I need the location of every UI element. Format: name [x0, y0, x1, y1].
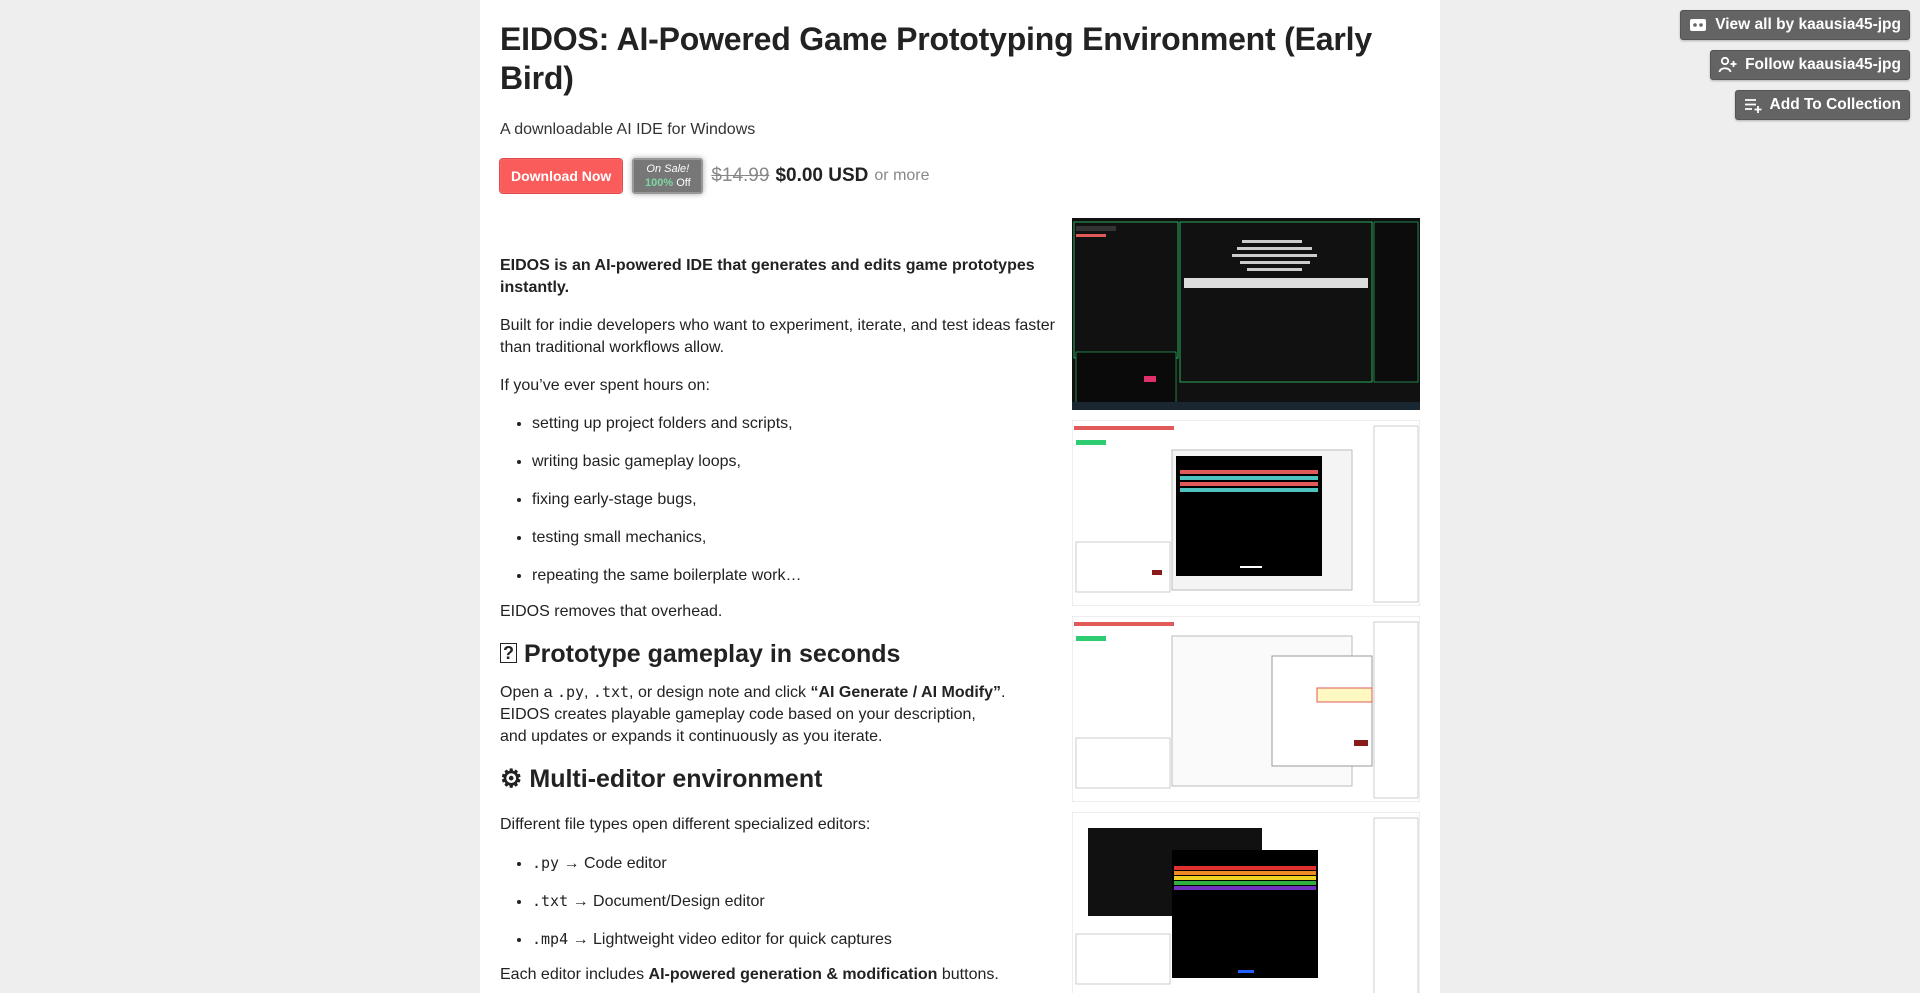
or-more-label: or more: [874, 167, 930, 184]
list-item: [532, 852, 1055, 874]
discount-off: Off: [676, 177, 691, 189]
editor-label: Lightweight video editor for quick captures: [593, 931, 892, 948]
editor-label: Code editor: [584, 855, 667, 872]
sale-price: $0.00 USD: [775, 165, 869, 186]
editor-label: Document/Design editor: [593, 893, 765, 910]
list-item: [532, 890, 1055, 912]
gamepad-icon: [1688, 15, 1708, 35]
list-item: • repeating the same boilerplate work…: [532, 565, 1055, 587]
section-heading-text: Prototype gameplay in seconds: [523, 640, 901, 668]
code-txt: .txt: [592, 683, 630, 701]
user-plus-icon: [1718, 55, 1738, 75]
prototype-line-2: EIDOS creates playable gameplay code based on your description,: [500, 706, 976, 723]
text-run: Each editor includes: [500, 966, 649, 983]
original-price: $14.99: [711, 165, 770, 186]
screenshot-rainbow-breakout[interactable]: [1072, 812, 1420, 993]
arrow: →: [572, 893, 589, 910]
code-ext: .py: [532, 854, 560, 872]
on-sale-label: On Sale!: [646, 163, 690, 175]
unknown-glyph-icon: ?: [500, 643, 517, 663]
section-heading-prototype: [500, 635, 1055, 673]
section-heading-text: Multi-editor environment: [529, 765, 823, 793]
gear-icon: ⚙: [500, 765, 523, 793]
discount-line: [634, 176, 701, 190]
bold-run: AI-powered generation & modification: [648, 966, 938, 983]
game-page: [480, 0, 1440, 993]
view-all-button[interactable]: [1680, 10, 1910, 40]
section-heading-multi-editor: [500, 760, 1055, 798]
if-ever-paragraph: If you’ve ever spent hours on:: [500, 377, 710, 394]
code-ext: .txt: [532, 892, 569, 910]
text-run: .: [1001, 684, 1006, 701]
text-run: , or design note and click: [629, 684, 811, 701]
removes-paragraph: EIDOS removes that overhead.: [500, 603, 723, 620]
user-tools: [1680, 10, 1910, 120]
text-run: buttons.: [937, 966, 999, 983]
screenshot-ai-dialogs[interactable]: [1072, 616, 1420, 802]
list-item: [532, 928, 1055, 950]
built-for-paragraph: Built for indie developers who want to experiment, iterate, and test ideas faster than traditional workflows allow.: [500, 317, 1055, 356]
page-title: EIDOS: AI-Powered Game Prototyping Environment (Early Bird): [500, 21, 1372, 96]
download-now-button[interactable]: Download Now: [500, 159, 622, 193]
follow-label: Follow kaausia45-jpg: [1745, 56, 1901, 73]
code-py: .py: [556, 683, 585, 701]
page-subtitle: A downloadable AI IDE for Windows: [500, 121, 756, 138]
editors-intro: Different file types open different specialized editors:: [500, 816, 871, 833]
pain-points-list: [500, 413, 1055, 587]
lead-paragraph: EIDOS is an AI-powered IDE that generates and edits game prototypes instantly.: [500, 257, 1035, 296]
description: [500, 255, 1055, 986]
discount-percent: 100%: [644, 177, 674, 189]
follow-button[interactable]: [1710, 50, 1910, 80]
code-ext: .mp4: [532, 930, 569, 948]
arrow: →: [563, 855, 580, 872]
view-all-label: View all by kaausia45-jpg: [1715, 16, 1901, 33]
sale-badge: [632, 158, 703, 194]
each-editor-paragraph: [500, 964, 1055, 986]
text-run: Open a: [500, 684, 557, 701]
page-header: [480, 0, 1440, 193]
screenshots-column: [1072, 218, 1420, 993]
buy-row: [500, 159, 1420, 193]
add-collection-label: Add To Collection: [1769, 96, 1901, 113]
editors-list: [500, 852, 1055, 950]
list-item: • setting up project folders and scripts,: [532, 413, 1055, 435]
list-item: • writing basic gameplay loops,: [532, 451, 1055, 473]
ai-button-reference: “AI Generate / AI Modify”: [810, 684, 1002, 701]
list-item: • fixing early-stage bugs,: [532, 489, 1055, 511]
screenshot-breakout-ide[interactable]: [1072, 420, 1420, 606]
list-item: • testing small mechanics,: [532, 527, 1055, 549]
prototype-paragraph: [500, 681, 1055, 748]
add-collection-button[interactable]: [1735, 90, 1910, 120]
arrow: →: [572, 931, 589, 948]
text-run: ,: [584, 684, 593, 701]
playlist-add-icon: [1743, 95, 1763, 115]
screenshot-dark-ide[interactable]: [1072, 218, 1420, 410]
prototype-line-3: and updates or expands it continuously as you iterate.: [500, 728, 883, 745]
